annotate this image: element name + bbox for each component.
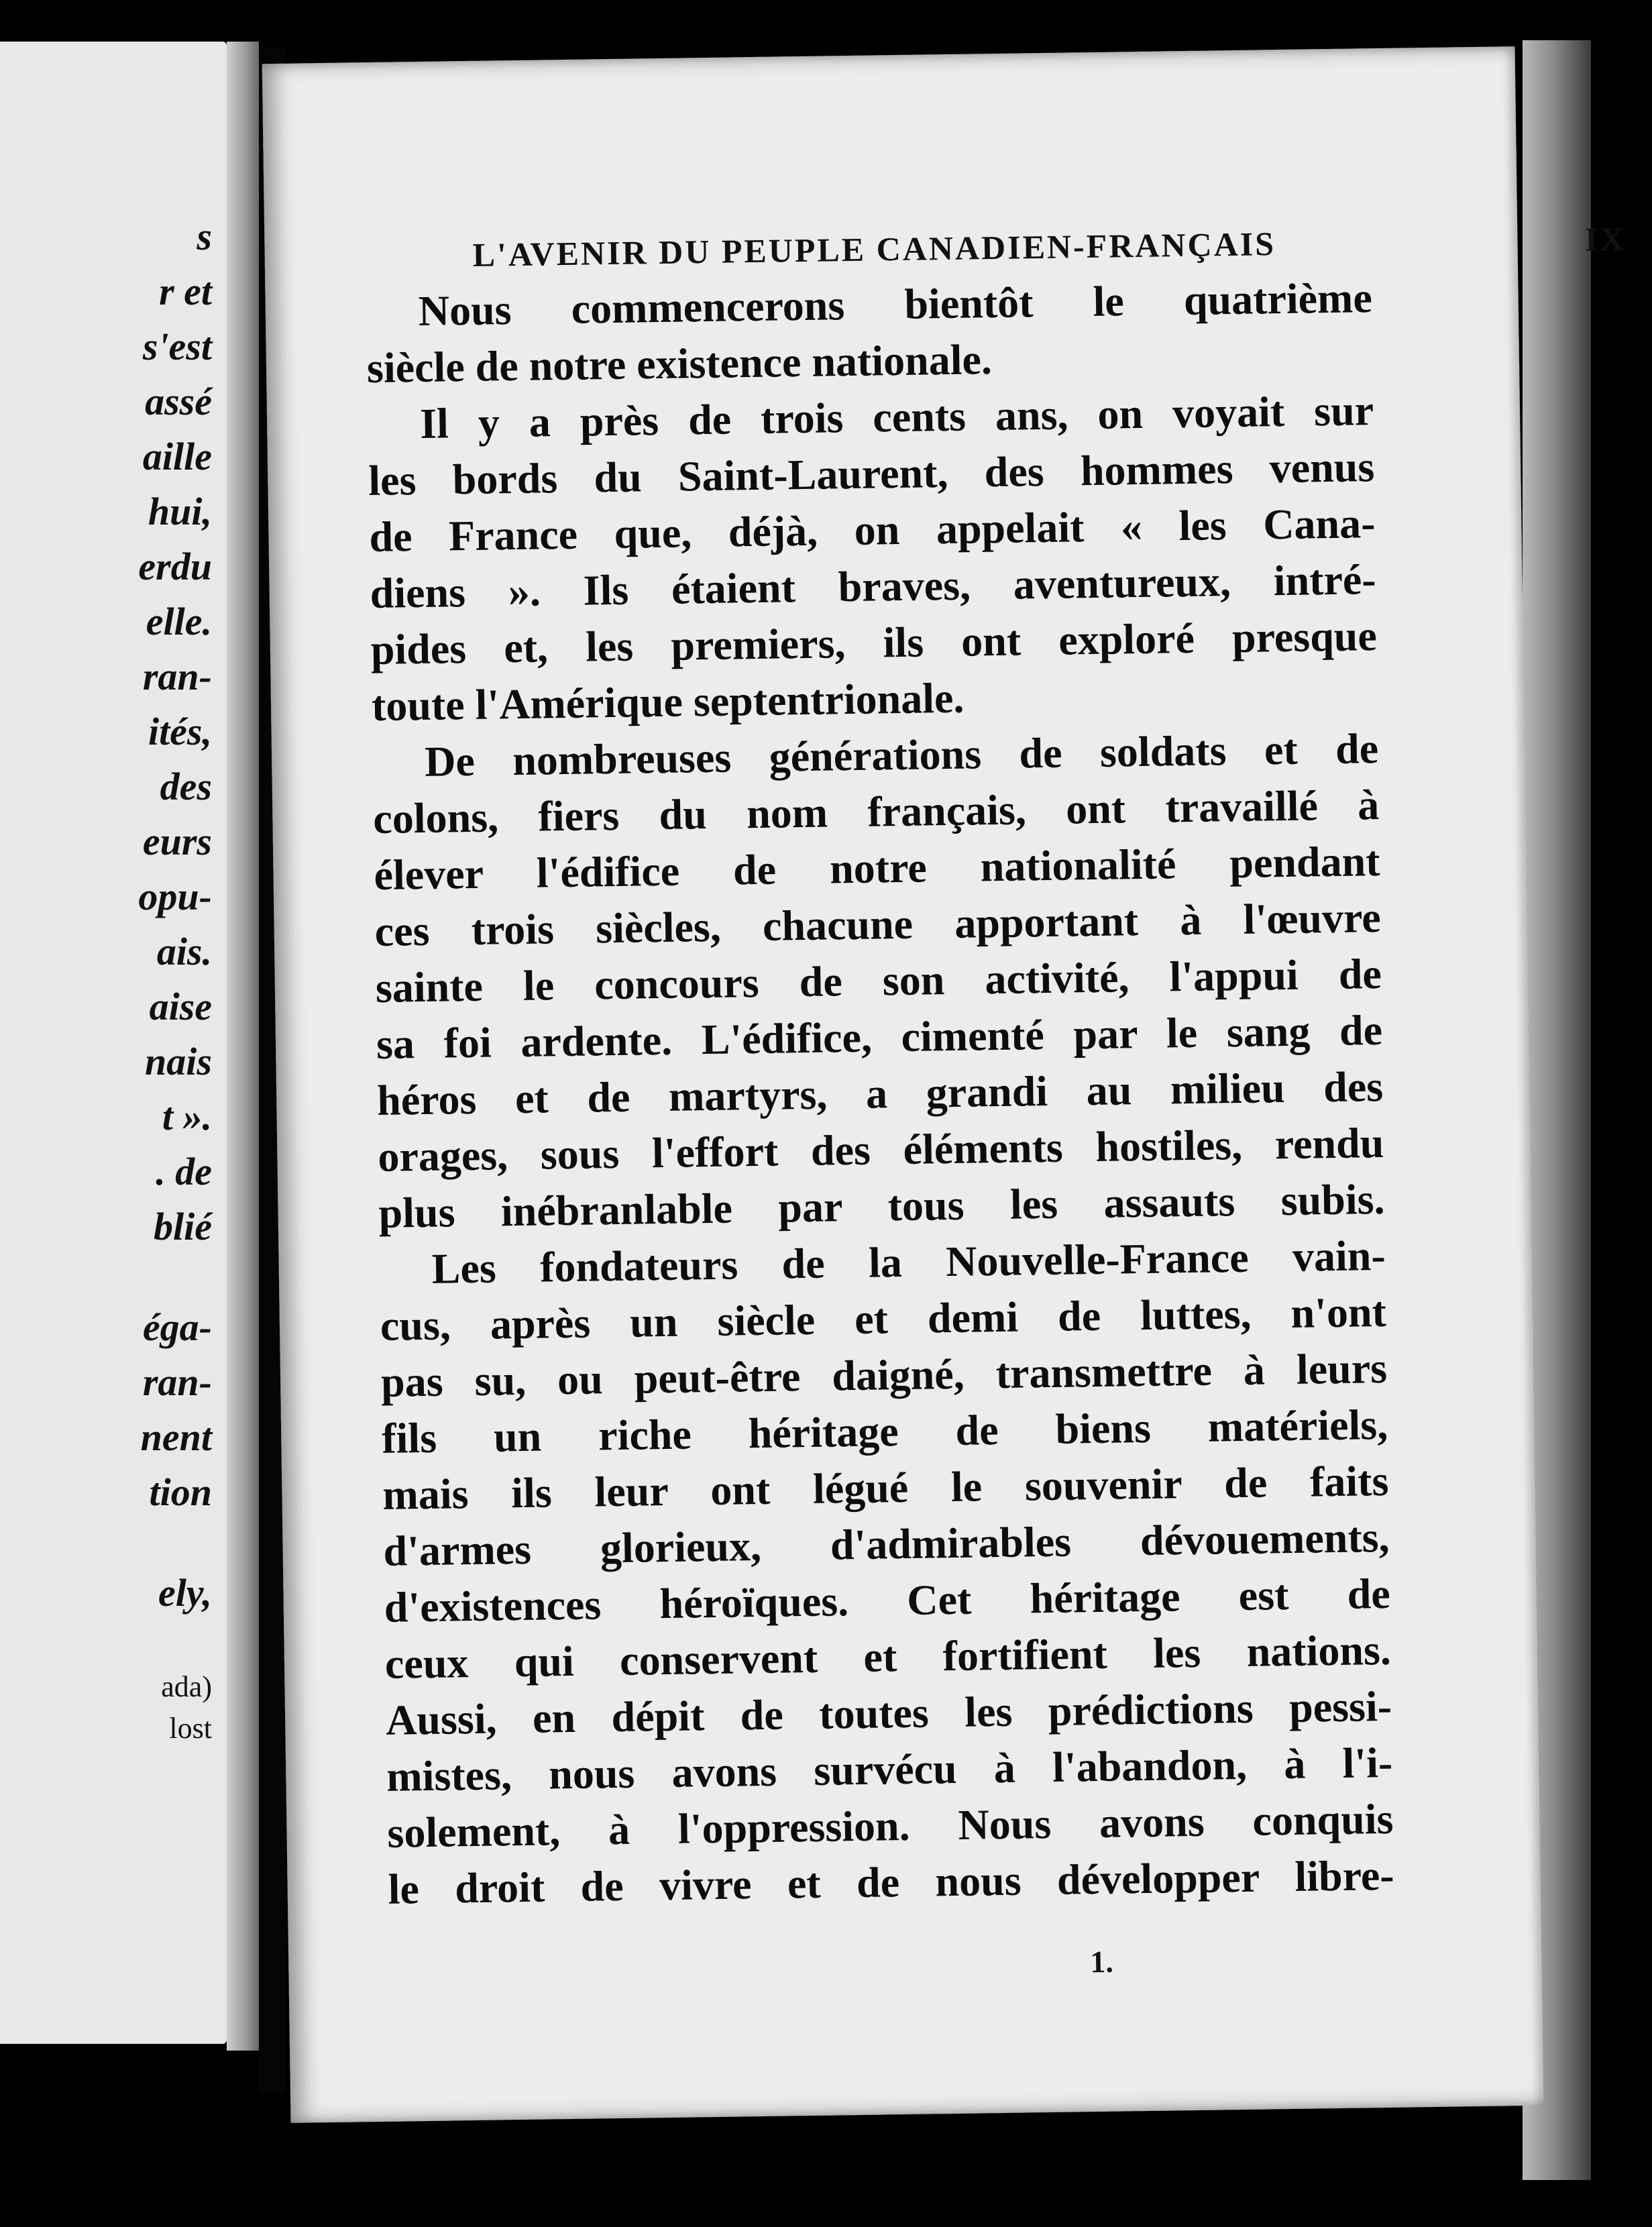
text-line: pides et, les premiers, ils ont exploré presque bbox=[370, 612, 1378, 674]
running-head bbox=[472, 219, 1627, 274]
text-line: d'armes glorieux, d'admirables dévouements, bbox=[383, 1513, 1390, 1575]
text-line: fils un riche héritage de biens matériels, bbox=[381, 1400, 1388, 1462]
left-line: ran- bbox=[142, 1360, 212, 1404]
left-line: assé bbox=[145, 380, 212, 423]
left-line: aille bbox=[142, 435, 212, 478]
body-text bbox=[366, 270, 1394, 1918]
left-line: eurs bbox=[142, 820, 212, 863]
text-line: cus, après un siècle et demi de luttes, n'ont bbox=[380, 1287, 1387, 1350]
text-line: d'existences héroïques. Cet héritage est de bbox=[384, 1569, 1391, 1631]
left-line: tion bbox=[149, 1470, 212, 1514]
text-line: diens ». Ils étaient braves, aventureux, intré- bbox=[370, 555, 1377, 618]
left-line: . de bbox=[156, 1150, 212, 1193]
left-line: des bbox=[160, 765, 212, 808]
left-line: s bbox=[197, 215, 212, 258]
running-head-title: L'AVENIR DU PEUPLE CANADIEN-FRANÇAIS bbox=[472, 225, 1276, 274]
left-line: hui, bbox=[148, 490, 212, 533]
text-line: toute l'Amérique septentrionale. bbox=[371, 673, 965, 730]
left-line: erdu bbox=[138, 545, 212, 588]
left-line: ran- bbox=[142, 655, 212, 698]
text-line: sa foi ardente. L'édifice, cimenté par le sang de bbox=[376, 1006, 1383, 1068]
text-line: ces trois siècles, chacune apportant à l'œuvre bbox=[374, 893, 1382, 955]
text-line: Aussi, en dépit de toutes les prédictions pessi- bbox=[385, 1682, 1392, 1744]
text-line: Les fondateurs de la Nouvelle-France vain- bbox=[431, 1231, 1386, 1293]
left-line: nais bbox=[145, 1040, 212, 1083]
left-line: ais. bbox=[156, 930, 212, 973]
left-page bbox=[0, 42, 227, 2044]
left-line: ités, bbox=[148, 710, 212, 753]
text-line: colons, fiers du nom français, ont travaillé à bbox=[372, 781, 1380, 843]
text-line: Il y a près de trois cents ans, on voyait sur bbox=[419, 386, 1374, 447]
page-number: IX bbox=[1584, 219, 1627, 258]
left-line: blié bbox=[154, 1205, 212, 1248]
text-line: orages, sous l'effort des éléments hostiles, rendu bbox=[377, 1118, 1384, 1181]
left-line: lost bbox=[169, 1712, 212, 1745]
text-line: mais ils leur ont légué le souvenir de faits bbox=[382, 1456, 1389, 1519]
left-line: s'est bbox=[142, 325, 212, 368]
left-line: ada) bbox=[161, 1670, 212, 1703]
text-line: élever l'édifice de notre nationalité pendant bbox=[374, 837, 1380, 899]
text-line: le droit de vivre et de nous développer libre- bbox=[388, 1851, 1395, 1913]
left-page-edge bbox=[227, 42, 259, 2051]
text-line: sainte le concours de son activité, l'appui de bbox=[375, 950, 1382, 1012]
left-line: éga- bbox=[142, 1305, 212, 1349]
right-page bbox=[262, 46, 1627, 2123]
text-line: solement, à l'oppression. Nous avons conquis bbox=[387, 1794, 1394, 1857]
text-line: siècle de notre existence nationale. bbox=[366, 335, 993, 392]
text-line: Nous commencerons bientôt le quatrième bbox=[418, 274, 1373, 335]
left-line: elle. bbox=[146, 600, 212, 643]
left-line: r et bbox=[159, 270, 212, 313]
text-line: de France que, déjà, on appelait « les Cana- bbox=[369, 499, 1376, 561]
left-line: aise bbox=[149, 985, 212, 1028]
left-line: t ». bbox=[162, 1095, 212, 1138]
text-line: pas su, ou peut-être daigné, transmettre à leurs bbox=[380, 1344, 1388, 1406]
text-line: mistes, nous avons survécu à l'abandon, à l'i- bbox=[386, 1738, 1393, 1800]
left-line: ely, bbox=[158, 1571, 212, 1615]
left-page-text-fragments bbox=[138, 209, 212, 1749]
text-line: héros et de martyrs, a grandi au milieu des bbox=[376, 1063, 1384, 1124]
text-line: ceux qui conservent et fortifient les nations. bbox=[384, 1625, 1392, 1688]
text-line: les bords du Saint-Laurent, des hommes venus bbox=[368, 443, 1375, 505]
signature-mark: 1. bbox=[1089, 1944, 1114, 1979]
left-line: opu- bbox=[138, 875, 212, 918]
text-line: De nombreuses générations de soldats et de bbox=[424, 724, 1379, 785]
left-line: nent bbox=[140, 1415, 212, 1459]
text-line: plus inébranlable par tous les assauts subis. bbox=[378, 1175, 1385, 1237]
